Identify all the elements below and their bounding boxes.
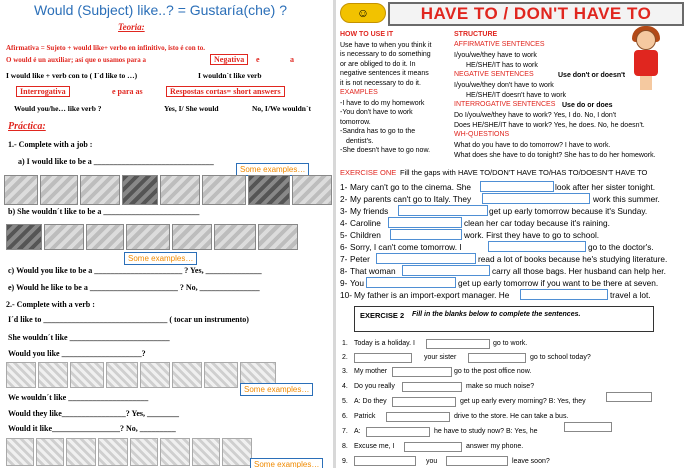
instrument-image	[6, 362, 36, 388]
ex1-a-3: My friends	[350, 206, 389, 216]
section-2-heading: 2.- Complete with a verb :	[6, 300, 95, 309]
ex2-a-4: Do you really	[354, 383, 395, 390]
job-image	[160, 175, 200, 205]
example-line: -She doesn't have to go now.	[340, 147, 431, 155]
section-1-heading: 1.- Complete with a job :	[8, 140, 93, 149]
ex1-a-2: My parents can't go to Italy. They	[350, 194, 472, 204]
activity-image	[98, 438, 128, 466]
ex1-b-8: carry all those bags. Her husband can help her.	[492, 266, 666, 276]
ex2-n-9: 9.	[342, 458, 348, 465]
job-image	[4, 175, 38, 205]
ex2-n-5: 5.	[342, 398, 348, 405]
ex1-a-8: That woman	[350, 266, 396, 276]
ex2-a-5: A: Do they	[354, 398, 387, 405]
how-to-use-heading: HOW TO USE IT	[340, 31, 394, 38]
object-image	[172, 224, 212, 250]
activity-image	[130, 438, 158, 466]
ex2-n-7: 7.	[342, 428, 348, 435]
ex2-b-7: he have to study now? B: Yes, he	[434, 428, 538, 435]
ex1-n-4: 4-	[340, 218, 348, 228]
example-like: I would like + verb con to ( I´d like to …)	[6, 71, 138, 80]
how-to-use-text	[340, 41, 431, 88]
ex2-blank-8[interactable]	[404, 442, 462, 452]
ex1-n-2: 2-	[340, 194, 348, 204]
ex1-n-3: 3-	[340, 206, 348, 216]
ex1-blank-8[interactable]	[402, 265, 490, 276]
example-line: tomorrow.	[340, 118, 371, 126]
negative-heading: NEGATIVE SENTENCES	[454, 71, 534, 78]
ex1-blank-10[interactable]	[520, 289, 608, 300]
example-line: -You don't have to work	[340, 109, 413, 117]
activity-image	[36, 438, 64, 466]
instrument-image	[172, 362, 202, 388]
ex2-a-3: My mother	[354, 368, 388, 375]
girl-illustration	[640, 76, 652, 90]
ex2-blank-6[interactable]	[386, 412, 450, 422]
ex1-a-4: Caroline	[350, 218, 381, 228]
girl-illustration	[636, 30, 656, 50]
ex2-n-1: 1.	[342, 340, 348, 347]
ex1-n-1: 1-	[340, 182, 348, 192]
instrument-image	[106, 362, 138, 388]
ex2-blank-2b[interactable]	[468, 353, 526, 363]
ex1-b-9: get up early tomorrow if you want to be there at seven.	[458, 278, 659, 288]
interrogative-line-1: Do I/you/we/they have to work? Yes, I do. No, I don't	[454, 112, 617, 119]
ex2-blank-9a[interactable]	[354, 456, 416, 466]
ex2-blank-2a[interactable]	[354, 353, 412, 363]
activity-image	[66, 438, 96, 466]
ex1-n-7: 7-	[340, 254, 348, 264]
verb-line-5: Would they like________________? Yes, ________	[8, 409, 180, 418]
wh-line-2: What does she have to do tonight? She has to do her homework.	[454, 152, 656, 159]
left-worksheet	[0, 0, 333, 468]
job-line-b: b) She wouldn´t like to be a ________________________	[8, 207, 200, 216]
instrument-image	[38, 362, 68, 388]
examples-heading: EXAMPLES	[340, 89, 378, 96]
some-examples-label-4: Some examples…	[250, 458, 323, 468]
ex1-a-9: You	[350, 278, 365, 288]
job-images-row	[4, 175, 332, 205]
object-image	[126, 224, 170, 250]
affirmative-line-1: I/you/we/they have to work	[454, 52, 537, 59]
afirmativa-rule: Afirmativa = Sujeto + would like+ verbo en infinitivo, isto é con to.	[6, 44, 206, 52]
instrument-image	[140, 362, 170, 388]
ex2-a-8: Excuse me, I	[354, 443, 395, 450]
practica-heading: Práctica:	[8, 121, 46, 132]
ex1-n-5: 5-	[340, 230, 348, 240]
object-image	[44, 224, 84, 250]
e-word: e	[256, 55, 260, 64]
ex2-b-5: get up early every morning? B: Yes, they	[460, 398, 586, 405]
some-examples-label-3: Some examples…	[240, 383, 313, 396]
ex2-n-2: 2.	[342, 354, 348, 361]
ex2-blank-3[interactable]	[392, 367, 452, 377]
wh-heading: WH-QUESTIONS	[454, 131, 510, 138]
ex2-blank-5a[interactable]	[392, 397, 456, 407]
example-not-like: I wouldn´t like verb	[198, 71, 262, 80]
ex1-a-6: Sorry, I can't come tomorrow. I	[350, 242, 462, 252]
short-no: No, I/We wouldn´t	[252, 104, 311, 113]
some-examples-label-2: Some examples…	[124, 252, 197, 265]
ex2-blank-1[interactable]	[426, 339, 490, 349]
object-image	[6, 224, 42, 250]
how-line: or are obliged to do it. In	[340, 60, 416, 68]
negative-note: Use don't or doesn't	[558, 72, 626, 79]
ex2-b-6: drive to the store. He can take a bus.	[454, 413, 569, 420]
ex2-b-9: you	[426, 458, 438, 465]
ex1-a-1: Mary can't go to the cinema. She	[350, 182, 472, 192]
verb-line-6: Would it like_________________? No, _________	[8, 424, 176, 433]
wh-line-1: What do you have to do tomorrow? I have to work.	[454, 142, 611, 149]
exercise-2-instructions: Fill in the blanks below to complete the sentences.	[412, 311, 581, 318]
object-image	[258, 224, 298, 250]
ex2-b-1: go to work.	[493, 340, 528, 347]
ex1-blank-9[interactable]	[366, 277, 456, 288]
ex2-b-8: answer my phone.	[466, 443, 524, 450]
ex2-blank-5b[interactable]	[606, 392, 652, 402]
interrogativa-box: Interrogativa	[16, 86, 70, 97]
structure-heading: STRUCTURE	[454, 31, 498, 38]
e-para-as: e para as	[112, 87, 143, 96]
example-line: -Sandra has to go to the	[340, 128, 416, 136]
job-line-e: e) Would he like to be a ______________________ ? No, _______________	[8, 283, 260, 292]
interrogative-note: Use do or does	[562, 102, 613, 109]
ex1-b-5: work. First they have to go to school.	[464, 230, 600, 240]
negativa-box: Negativa	[210, 54, 248, 65]
ex1-blank-5[interactable]	[390, 229, 462, 240]
activity-image	[222, 438, 252, 466]
girl-illustration	[634, 50, 658, 76]
ex2-b-4: make so much noise?	[466, 383, 535, 390]
right-worksheet	[336, 0, 687, 468]
ex1-b-10: travel a lot.	[610, 290, 651, 300]
instrument-images-row	[6, 362, 276, 388]
teoria-heading: Teoria:	[118, 22, 145, 32]
ex1-n-10: 10-	[340, 290, 352, 300]
activity-image	[160, 438, 190, 466]
activity-image	[6, 438, 34, 466]
ex2-c-9: leave soon?	[512, 458, 550, 465]
verb-line-4: We wouldn´t like ____________________	[8, 393, 149, 402]
ex2-c-2: go to school today?	[530, 354, 591, 361]
affirmative-heading: AFFIRMATIVE SENTENCES	[454, 41, 545, 48]
instrument-image	[204, 362, 238, 388]
job-line-a: a) I would like to be a ______________________________	[18, 157, 214, 166]
exercise-one-heading: EXERCISE ONE	[340, 168, 397, 177]
ex1-n-8: 8-	[340, 266, 348, 276]
job-image	[80, 175, 120, 205]
exercise-2-heading: EXERCISE 2	[360, 311, 405, 320]
ex2-n-3: 3.	[342, 368, 348, 375]
how-line: it is not necessary to do it.	[340, 79, 421, 87]
object-images-row	[6, 224, 298, 250]
smiley-banner	[340, 3, 386, 23]
verb-line-2: She wouldn´t like _________________________	[8, 333, 170, 342]
ex2-a-6: Patrick	[354, 413, 376, 420]
activity-image	[192, 438, 220, 466]
job-image	[292, 175, 332, 205]
o-would-rule: O would é un auxiliar; así que o usamos para a	[6, 56, 147, 64]
ex1-blank-1[interactable]	[480, 181, 554, 192]
ex2-blank-7a[interactable]	[366, 427, 430, 437]
instrument-image	[70, 362, 104, 388]
ex2-n-8: 8.	[342, 443, 348, 450]
ex2-blank-7b[interactable]	[564, 422, 612, 432]
left-title: Would (Subject) like..? = Gustaría(che) ?	[34, 2, 288, 18]
ex1-a-5: Children	[350, 230, 381, 240]
ex1-b-6: go to the doctor's.	[588, 242, 654, 252]
ex2-a-1: Today is a holiday. I	[354, 340, 415, 347]
a-word: a	[290, 55, 294, 64]
negative-line-1: I/you/we/they don't have to work	[454, 82, 554, 89]
negative-line-2: HE/SHE/IT doesn't have to work	[466, 92, 567, 99]
ex2-b-2: your sister	[424, 354, 457, 361]
ex2-blank-9b[interactable]	[446, 456, 508, 466]
ex2-n-4: 4.	[342, 383, 348, 390]
verb-line-3: Would you like ____________________?	[8, 349, 146, 358]
ex1-n-9: 9-	[340, 278, 348, 288]
how-line: negative sentences it means	[340, 70, 429, 78]
short-yes: Yes, I/ She would	[164, 104, 219, 113]
example-line: dentist's.	[346, 137, 374, 145]
example-line: -I have to do my homework	[340, 100, 425, 107]
some-examples-label-1: Some examples…	[236, 163, 309, 176]
ex1-blank-2[interactable]	[482, 193, 590, 204]
header-title: HAVE TO / DON'T HAVE TO	[388, 2, 684, 26]
ex1-b-1: look after her sister tonight.	[555, 182, 656, 192]
ex1-b-4: clean her car today because it's raining.	[464, 218, 610, 228]
exercise-one-instructions: Fill the gaps with HAVE TO/DON'T HAVE TO/HAS TO/DOESN'T HAVE TO	[400, 168, 648, 177]
job-image	[248, 175, 290, 205]
how-line: is necessary to do something	[340, 51, 431, 59]
ex1-blank-6[interactable]	[488, 241, 586, 252]
examples-list	[340, 99, 430, 155]
ex1-a-10: My father is an import-export manager. He	[354, 290, 510, 300]
ex1-b-7: read a lot of books because he's studying literature.	[478, 254, 668, 264]
ex2-b-3: go to the post office now.	[454, 368, 532, 375]
job-image	[40, 175, 78, 205]
ex1-blank-7[interactable]	[376, 253, 476, 264]
ex1-blank-4[interactable]	[388, 217, 462, 228]
affirmative-line-2: HE/SHE/IT has to work	[466, 62, 538, 69]
ex2-blank-4[interactable]	[402, 382, 462, 392]
activity-images-row	[6, 438, 252, 466]
ex1-n-6: 6-	[340, 242, 348, 252]
smiley-icon: ☺	[356, 6, 370, 20]
ex1-b-3: get up early tomorrow because it's Sunday.	[489, 206, 648, 216]
interrogative-line-2: Does HE/SHE/IT have to work? Yes, he does. No, he doesn't.	[454, 122, 645, 129]
job-image	[202, 175, 246, 205]
ex1-blank-3[interactable]	[398, 205, 488, 216]
job-line-c: c) Would you like to be a ______________________ ? Yes, ______________	[8, 266, 262, 275]
interrogative-heading: INTERROGATIVE SENTENCES	[454, 101, 556, 108]
how-line: Use have to when you think it	[340, 42, 432, 49]
object-image	[214, 224, 256, 250]
ex1-b-2: work this summer.	[593, 194, 660, 204]
job-image	[122, 175, 158, 205]
ex2-n-6: 6.	[342, 413, 348, 420]
ex2-a-7: A:	[354, 428, 361, 435]
object-image	[86, 224, 124, 250]
ex1-a-7: Peter	[350, 254, 370, 264]
respostas-box: Respostas cortas= short answers	[166, 86, 285, 97]
question-form: Would you/he… like verb ?	[14, 104, 102, 113]
verb-line-1: I´d like to _______________________________ ( tocar un instrumento)	[8, 315, 249, 324]
